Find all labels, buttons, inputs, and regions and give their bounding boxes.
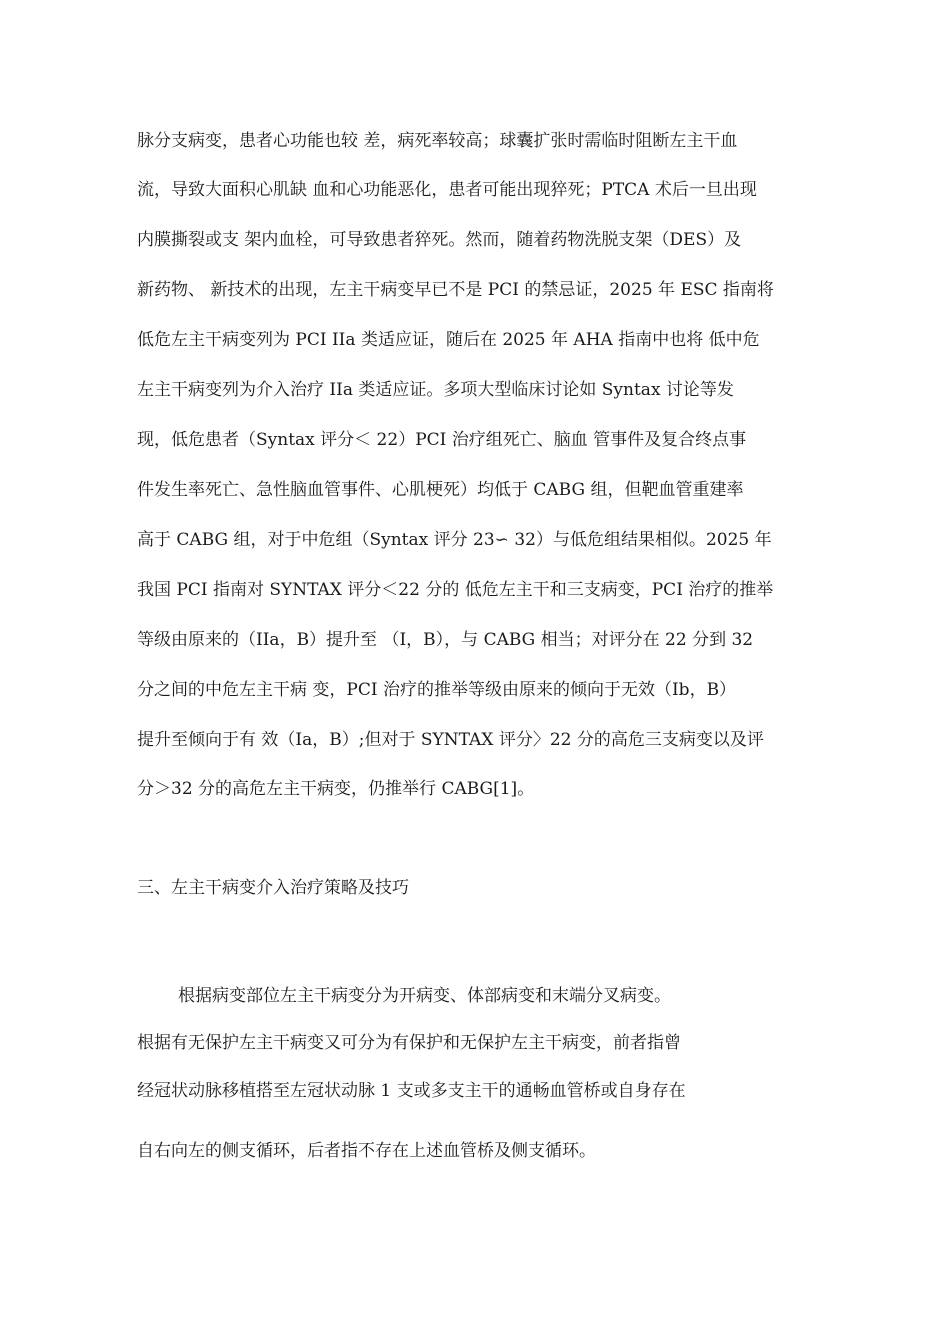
paragraph-1-line-14: 分＞32 分的高危左主干病变，仍推举行 CABG[1]。 <box>137 779 535 799</box>
paragraph-1-line-9: 高于 CABG 组，对于中危组（Syntax 评分 23∽ 32）与低危组结果相似。2025 年 <box>137 530 772 550</box>
paragraph-1-line-13: 提升至倾向于有 效（Ia，B）;但对于 SYNTAX 评分〉22 分的高危三支病变以及评 <box>137 730 764 750</box>
paragraph-1-line-3: 内膜撕裂或支 架内血栓，可导致患者猝死。然而，随着药物洗脱支架（DES）及 <box>137 230 742 250</box>
paragraph-1-line-12: 分之间的中危左主干病 变，PCI 治疗的推举等级由原来的倾向于无效（Ib，B） <box>137 680 737 700</box>
paragraph-2-line-2: 根据有无保护左主干病变又可分为有保护和无保护左主干病变，前者指曾 <box>137 1033 681 1053</box>
section-heading: 三、左主干病变介入治疗策略及技巧 <box>137 878 409 898</box>
paragraph-1-line-11: 等级由原来的（IIa，B）提升至 （I，B），与 CABG 相当；对评分在 22 分到 32 <box>137 630 754 650</box>
paragraph-1-line-6: 左主干病变列为介入治疗 IIa 类适应证。多项大型临床讨论如 Syntax 讨论等发 <box>137 380 734 400</box>
paragraph-1-line-7: 现，低危患者（Syntax 评分＜ 22）PCI 治疗组死亡、脑血 管事件及复合终点事 <box>137 430 747 450</box>
paragraph-1-line-8: 件发生率死亡、急性脑血管事件、心肌梗死）均低于 CABG 组，但靶血管重建率 <box>137 480 744 500</box>
paragraph-1-line-2: 流，导致大面积心肌缺 血和心功能恶化，患者可能出现猝死；PTCA 术后一旦出现 <box>137 180 757 200</box>
paragraph-1-line-10: 我国 PCI 指南对 SYNTAX 评分＜22 分的 低危左主干和三支病变，PCI 治疗的推举 <box>137 580 774 600</box>
paragraph-2-line-3: 经冠状动脉移植搭至左冠状动脉 1 支或多支主干的通畅血管桥或自身存在 <box>137 1081 686 1101</box>
paragraph-2-line-1: 根据病变部位左主干病变分为开病变、体部病变和末端分叉病变。 <box>178 986 671 1006</box>
paragraph-1-line-1: 脉分支病变，患者心功能也较 差，病死率较高；球囊扩张时需临时阻断左主干血 <box>137 131 738 151</box>
paragraph-1-line-5: 低危左主干病变列为 PCI IIa 类适应证，随后在 2025 年 AHA 指南中也将 低中危 <box>137 330 760 350</box>
paragraph-2-line-4: 自右向左的侧支循环，后者指不存在上述血管桥及侧支循环。 <box>137 1141 596 1161</box>
paragraph-1-line-4: 新药物、 新技术的出现，左主干病变早已不是 PCI 的禁忌证，2025 年 ESC 指南将 <box>137 280 774 300</box>
